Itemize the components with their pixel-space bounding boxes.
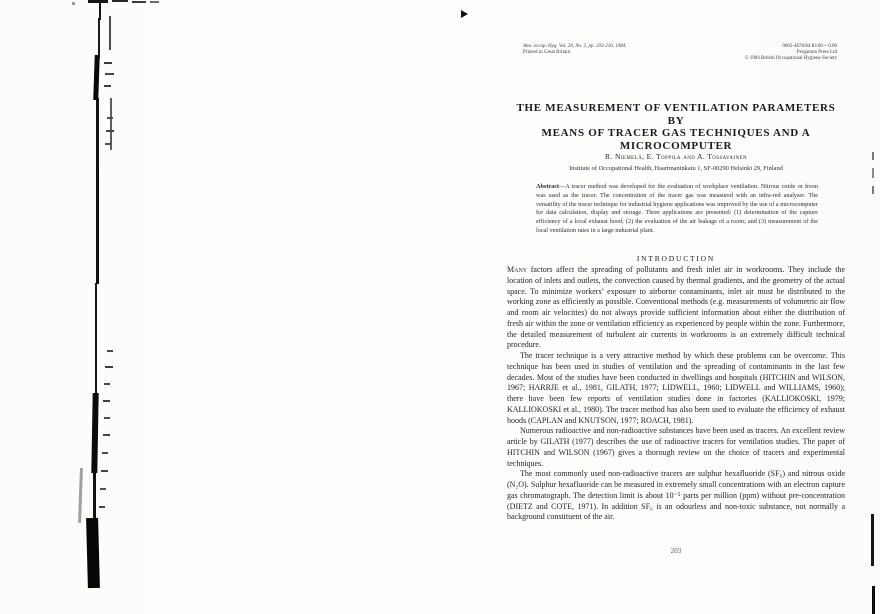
scan-spine-blob — [93, 55, 100, 100]
publisher-line: Pergamon Press Ltd — [796, 50, 837, 56]
article-title-line3: MICROCOMPUTER — [619, 139, 733, 152]
article-body — [507, 265, 845, 523]
scan-spine-blob — [91, 393, 98, 473]
scan-tick — [103, 400, 110, 402]
scan-tick — [105, 366, 113, 368]
paragraph-4: The most commonly used non-radioactive tracers are sulphur hexafluoride (SF₆) and nitrous oxide (N₂O). Sulphur hexafluoride can be measured in extremely small concentrations with an electron capture gas chromatograph. The detection limit is about 10⁻⁵ parts per million (ppm) without pre-concentration (DIETZ and COTE, 1971). In addition SF₆ is an odourless and non-toxic substance, not normally a background constituent of the air. — [507, 469, 845, 522]
page-number: 203 — [670, 547, 682, 555]
scan-spine-line — [96, 170, 99, 284]
scan-top-dash — [150, 1, 159, 3]
scan-tick — [100, 488, 106, 490]
authors-line: R. Niemelä, E. Toppila and A. Tossavainen — [605, 152, 747, 161]
paragraph-2: The tracer technique is a very attractive method by which these problems can be overcome. This technique has been used in studies of ventilation and the spreading of contaminants in the last few decades. Most of the studies have been conducted in dwellings and hospitals (HITCHIN and WILSON, 1967; HARRJE et al., 1981, GILATH, 1977; LIDWELL, 1960; LIDWELL and WILLIAMS, 1960); there have been few reports of ventilation studies done in factories (KALLIOKOSKI, 1979; KALLIOKOSKI et al., 1980). The tracer method has also been used to evaluate the efficiency of exhaust hoods (CAPLAN and KNUTSON, 1977; ROACH, 1981). — [507, 351, 845, 425]
article-title-line2: MEANS OF TRACER GAS TECHNIQUES AND A — [541, 127, 811, 139]
scan-tick — [99, 506, 105, 508]
journal-citation-line2: Printed in Great Britain — [523, 50, 571, 56]
scan-spine-line — [98, 18, 100, 58]
scan-spine-line — [93, 470, 96, 520]
abstract-label: Abstract — [536, 183, 560, 190]
scan-right-edge-mark — [872, 152, 874, 160]
scan-tick — [104, 85, 111, 87]
paragraph-3: Numerous radioactive and non-radioactive substances have been used as tracers. An excellent review article by GILATH (1977) describes the use of radioactive tracers for ventilation studies. The paper of HITCHIN and WILSON (1967) gives a thorough review on the choice of tracers and experimental techniques. — [507, 426, 845, 468]
journal-copyright — [745, 44, 837, 63]
scan-tick — [105, 143, 112, 145]
scan-tick — [106, 130, 114, 132]
scan-tick — [103, 434, 110, 436]
scan-right-edge-mark — [872, 168, 874, 178]
paragraph-1 — [507, 265, 845, 351]
copyright-line: © 1984 British Occupational Hygiene Society — [744, 56, 837, 62]
scan-spine-blob — [86, 518, 100, 588]
journal-citation-line1: Ann. occup. Hyg. Vol. 28, No. 2, pp. 203-210, 1984. — [523, 44, 627, 49]
article-title-line1: THE MEASUREMENT OF VENTILATION PARAMETERS BY — [516, 102, 836, 127]
section-heading-introduction: INTRODUCTION — [636, 254, 716, 263]
scan-tick — [107, 350, 113, 352]
abstract-block — [536, 183, 818, 236]
scan-tick — [104, 62, 112, 64]
scan-top-dash — [112, 0, 128, 2]
journal-header — [507, 44, 837, 63]
scan-spine-line — [96, 98, 99, 172]
scan-streak — [78, 468, 83, 523]
scan-tick — [104, 417, 110, 419]
scan-tick — [102, 452, 108, 454]
print-mark-triangle-icon — [461, 10, 468, 18]
journal-citation — [523, 44, 626, 63]
article-title — [507, 102, 845, 152]
scan-right-edge-line — [871, 514, 874, 566]
scan-top-dash — [132, 1, 146, 3]
scan-top-dash — [88, 0, 108, 3]
issn-price-line: 0003-4878/84 $3.00 + 0.00 — [782, 44, 837, 49]
article-page — [507, 0, 845, 614]
affiliation-line: Institute of Occupational Health, Haartmaninkatu 1, SF-00290 Helsinki 29, Finland — [569, 165, 783, 172]
scan-speck — [72, 2, 75, 5]
scan-right-edge-mark — [872, 186, 874, 194]
scan-spine-line — [95, 283, 97, 395]
scan-tick — [107, 117, 113, 119]
paragraph-1-lead: Many — [507, 265, 528, 274]
scan-tick — [105, 73, 114, 75]
abstract-text: —A tracer method was developed for the evaluation of workplace ventilation. Nitrous oxide or freon was used as the tracer. The concentration of the tracer gas was measured with an infra-red analyser. The versatility of the tracer technique for industrial hygiene applications was improved by the use of a microcomputer for data calculation, display and storage. Three applications are presented: (1) determination of the capture efficiency of a local exhaust hood; (2) the evaluation of the air leakage of a room; and (3) measurement of the local ventilation rates in a large industrial plant. — [536, 183, 818, 234]
scan-tick — [104, 383, 110, 385]
scan-spine-line-faint — [109, 16, 111, 50]
scan-tick — [101, 470, 108, 472]
paragraph-1-text: factors affect the spreading of pollutants and fresh inlet air in workrooms. They include the location of inlets and outlets, the convection caused by thermal gradients, and the geometry of the actual space. To minimize workers’ exposure to airborne contaminants, inlet air must be distributed to the working zone as efficiently as possible. Conventional methods (e.g. measurements of volumetric air flow and room air velocities) do not always provide sufficient information about either the distribution of fresh air within the zone or ventilation efficiency as experienced by people within the zone. Furthermore, the detailed measurement of turbulent air currents in workrooms is an extremely difficult technical procedure. — [507, 265, 845, 350]
scan-right-edge-line — [872, 586, 875, 614]
